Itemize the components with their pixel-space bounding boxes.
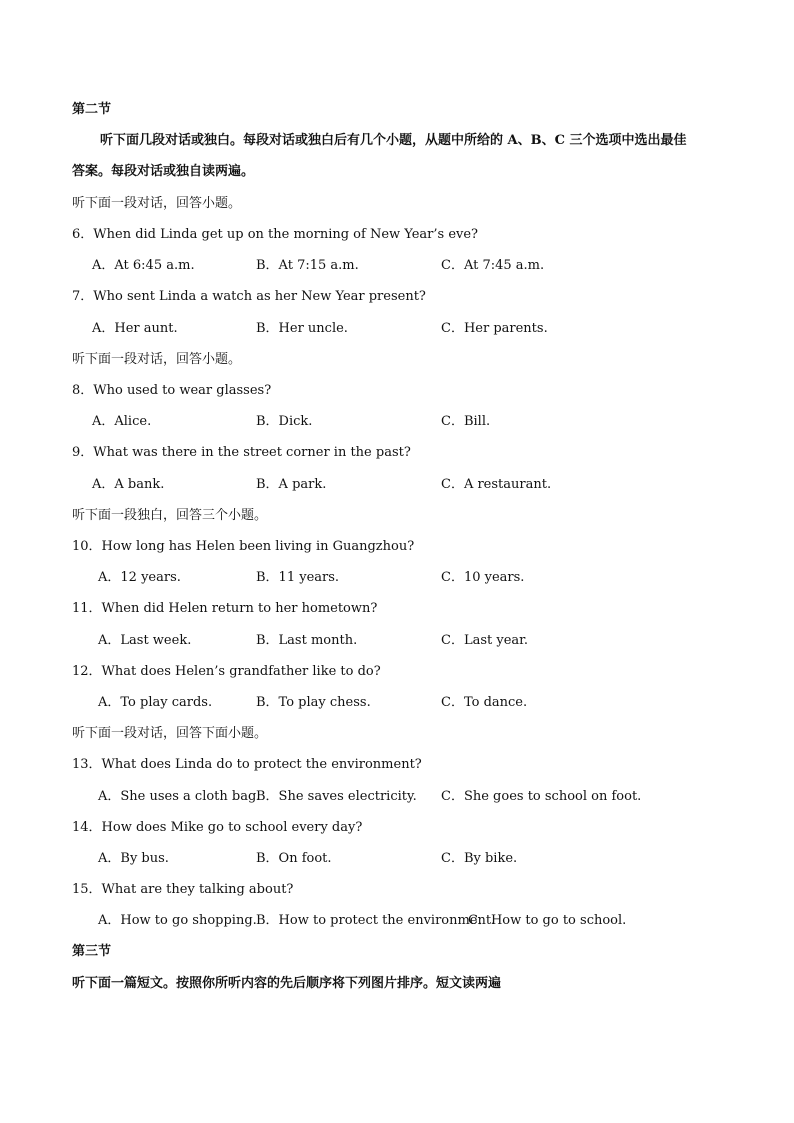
question-10-option-c: C．10 years. (441, 570, 525, 585)
question-14-option-c: C．By bike. (441, 851, 518, 866)
question-10-option-b: B．11 years. (256, 570, 340, 585)
group-heading-2: 听下面一段对话，回答小题。 (72, 352, 242, 367)
question-6-option-a: A．At 6:45 a.m. (92, 258, 195, 273)
group-heading-4: 听下面一段对话，回答下面小题。 (72, 726, 268, 741)
question-7-option-b: B．Her uncle. (256, 321, 348, 336)
question-12-option-a: A．To play cards. (98, 695, 213, 710)
question-14: 14．How does Mike go to school every day? (72, 820, 363, 835)
section-2-instructions-line-1: 听下面几段对话或独白。每段对话或独白后有几个小题，从题中所给的 A、B、C 三个选项中选出最佳 (100, 133, 687, 148)
question-6-option-c: C．At 7:45 a.m. (441, 258, 545, 273)
question-10-option-a: A．12 years. (98, 570, 181, 585)
question-12-option-c: C．To dance. (441, 695, 528, 710)
question-8-option-c: C．Bill. (441, 414, 491, 429)
section-2-title: 第二节 (72, 102, 112, 117)
question-9-option-c: C．A restaurant. (441, 477, 552, 492)
question-14-option-a: A．By bus. (98, 851, 169, 866)
question-9: 9．What was there in the street corner in the past? (72, 445, 411, 460)
section-3-instructions: 听下面一篇短文。按照你所听内容的先后顺序将下列图片排序。短文读两遍 (72, 976, 502, 991)
question-9-option-a: A．A bank. (92, 477, 165, 492)
question-15-option-c: C．How to go to school. (468, 913, 627, 928)
question-10: 10．How long has Helen been living in Guangzhou? (72, 539, 415, 554)
question-15-option-b: B．How to protect the environment. (256, 913, 496, 928)
group-heading-1: 听下面一段对话，回答小题。 (72, 196, 242, 211)
question-15: 15．What are they talking about? (72, 882, 294, 897)
question-8-option-a: A．Alice. (92, 414, 152, 429)
question-8: 8．Who used to wear glasses? (72, 383, 272, 398)
question-12-option-b: B．To play chess. (256, 695, 371, 710)
question-11-option-a: A．Last week. (98, 633, 192, 648)
question-13: 13．What does Linda do to protect the environment? (72, 757, 422, 772)
question-11: 11．When did Helen return to her hometown? (72, 601, 378, 616)
question-13-option-c: C．She goes to school on foot. (441, 789, 642, 804)
question-11-option-b: B．Last month. (256, 633, 358, 648)
question-13-option-a: A．She uses a cloth bag. (98, 789, 261, 804)
question-7-option-a: A．Her aunt. (92, 321, 178, 336)
question-12: 12．What does Helen’s grandfather like to do? (72, 664, 381, 679)
group-heading-3: 听下面一段独白，回答三个小题。 (72, 508, 268, 523)
section-3-title: 第三节 (72, 944, 112, 959)
question-7-option-c: C．Her parents. (441, 321, 548, 336)
question-6: 6．When did Linda get up on the morning of New Year’s eve? (72, 227, 479, 242)
question-13-option-b: B．She saves electricity. (256, 789, 417, 804)
question-8-option-b: B．Dick. (256, 414, 313, 429)
question-14-option-b: B．On foot. (256, 851, 332, 866)
question-9-option-b: B．A park. (256, 477, 327, 492)
question-11-option-c: C．Last year. (441, 633, 529, 648)
question-6-option-b: B．At 7:15 a.m. (256, 258, 359, 273)
question-7: 7．Who sent Linda a watch as her New Year present? (72, 289, 426, 304)
section-2-instructions-line-2: 答案。每段对话或独自读两遍。 (72, 164, 255, 179)
question-15-option-a: A．How to go shopping. (98, 913, 257, 928)
